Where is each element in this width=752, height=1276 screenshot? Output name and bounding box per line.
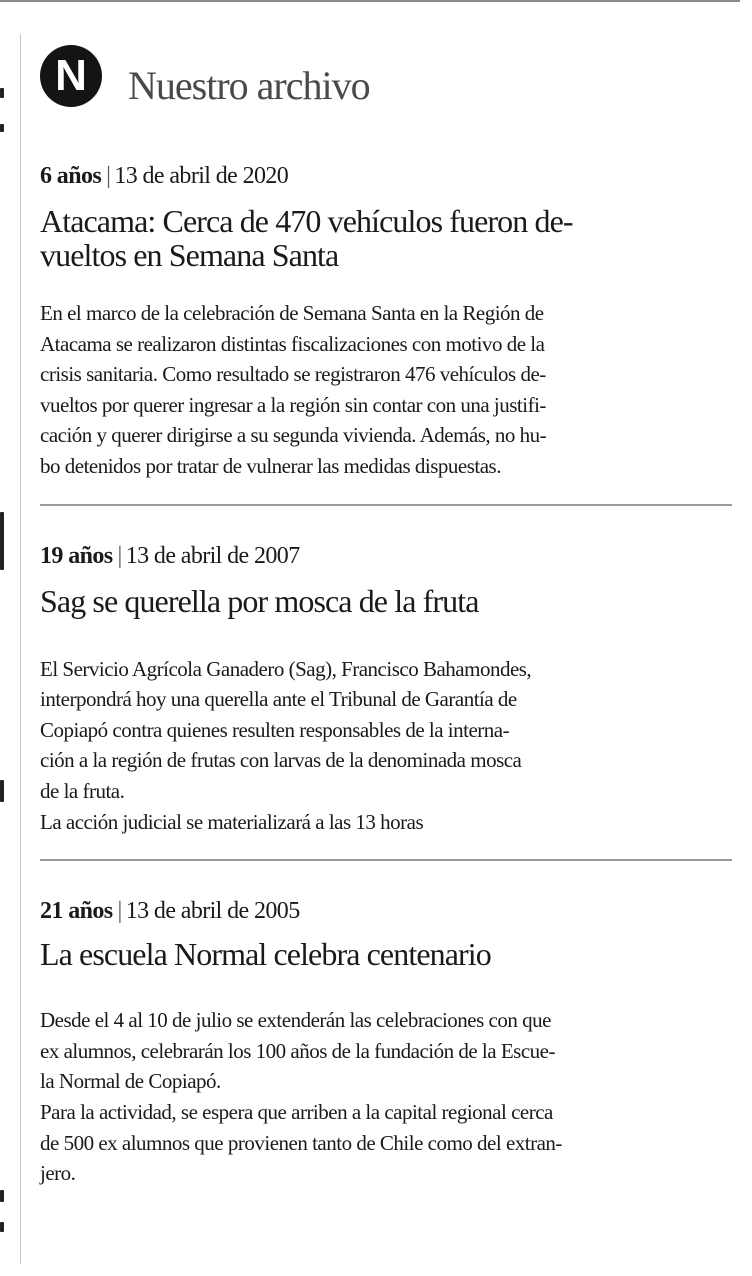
entry-body bbox=[40, 1005, 732, 1189]
archive-entry bbox=[40, 160, 732, 506]
headline-line: Sag se querella por mosca de la fruta bbox=[40, 582, 479, 619]
top-rule bbox=[0, 0, 740, 2]
meta-separator: | bbox=[117, 898, 122, 925]
archive-entry bbox=[40, 540, 732, 862]
body-line: interpondrá hoy una querella ante el Tribunal de Garantía de bbox=[40, 687, 517, 712]
entry-headline bbox=[40, 204, 732, 272]
entry-headline bbox=[40, 937, 732, 971]
body-line: bo detenidos por tratar de vulnerar las medidas dispuestas. bbox=[40, 453, 501, 478]
headline-line: vueltos en Semana Santa bbox=[40, 237, 339, 273]
headline-line: Atacama: Cerca de 470 vehículos fueron de- bbox=[40, 203, 573, 239]
body-line: de la fruta. bbox=[40, 778, 125, 803]
entry-meta bbox=[40, 540, 732, 572]
body-line: ex alumnos, celebrarán los 100 años de la fundación de la Escue- bbox=[40, 1038, 555, 1063]
years-ago: 21 años bbox=[40, 898, 113, 925]
body-line: de 500 ex alumnos que provienen tanto de Chile como del extran- bbox=[40, 1130, 562, 1155]
section-header bbox=[40, 36, 732, 116]
body-line: Desde el 4 al 10 de julio se extenderán las celebraciones con que bbox=[40, 1008, 551, 1033]
body-line: vueltos por querer ingresar a la región sin contar con una justifi- bbox=[40, 392, 546, 417]
body-line: cación y querer dirigirse a su segunda vivienda. Además, no hu- bbox=[40, 423, 547, 448]
body-line: jero. bbox=[40, 1161, 76, 1186]
body-line: La acción judicial se materializará a las 13 horas bbox=[40, 809, 424, 834]
archive-entry bbox=[40, 895, 732, 1189]
entry-headline bbox=[40, 584, 732, 618]
body-line: la Normal de Copiapó. bbox=[40, 1069, 221, 1094]
entry-meta bbox=[40, 895, 732, 927]
edge-mark bbox=[0, 780, 4, 802]
edge-mark bbox=[0, 512, 4, 570]
body-line: Atacama se realizaron distintas fiscalizaciones con motivo de la bbox=[40, 331, 545, 356]
entry-meta bbox=[40, 160, 732, 192]
entry-date: 13 de abril de 2005 bbox=[125, 898, 300, 925]
edge-mark bbox=[0, 1222, 4, 1232]
edge-mark bbox=[0, 88, 4, 98]
body-line: Para la actividad, se espera que arriben a la capital regional cerca bbox=[40, 1099, 553, 1124]
body-line: ción a la región de frutas con larvas de la denominada mosca bbox=[40, 748, 522, 773]
meta-separator: | bbox=[106, 163, 111, 189]
entry-body bbox=[40, 654, 732, 838]
entry-body bbox=[40, 298, 732, 482]
years-ago: 19 años bbox=[40, 542, 113, 569]
body-line: crisis sanitaria. Como resultado se registraron 476 vehículos de- bbox=[40, 362, 546, 387]
entry-divider bbox=[40, 859, 732, 861]
section-title: Nuestro archivo bbox=[128, 62, 370, 108]
edge-mark bbox=[0, 124, 4, 132]
body-line: Copiapó contra quienes resulten responsables de la interna- bbox=[40, 717, 510, 742]
entry-date: 13 de abril de 2020 bbox=[114, 163, 289, 189]
entry-date: 13 de abril de 2007 bbox=[125, 542, 300, 569]
body-line: En el marco de la celebración de Semana Santa en la Región de bbox=[40, 301, 544, 325]
entry-divider bbox=[40, 504, 732, 506]
years-ago: 6 años bbox=[40, 163, 102, 189]
headline-line: La escuela Normal celebra centenario bbox=[40, 936, 491, 973]
body-line: El Servicio Agrícola Ganadero (Sag), Francisco Bahamondes, bbox=[40, 656, 532, 681]
meta-separator: | bbox=[117, 542, 122, 569]
edge-mark bbox=[0, 1190, 4, 1202]
newspaper-logo-icon: N bbox=[40, 45, 102, 107]
column-rule bbox=[20, 34, 21, 1264]
archive-column bbox=[40, 36, 732, 1189]
